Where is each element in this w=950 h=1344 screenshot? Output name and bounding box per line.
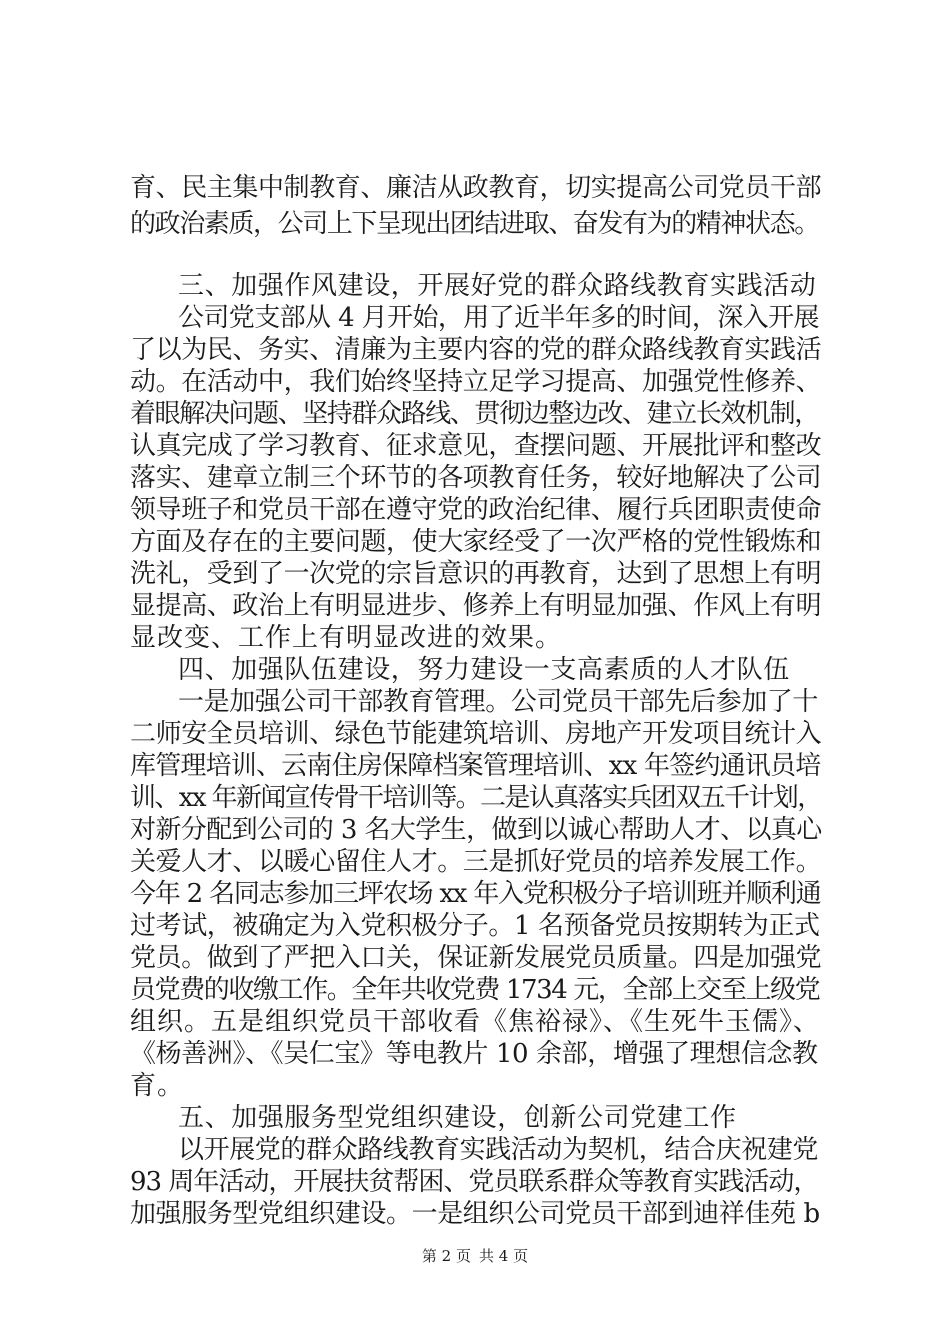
section-heading: 三、加强作风建设，开展好党的群众路线教育实践活动	[178, 271, 817, 301]
section-heading: 五、加强服务型党组织建设，创新公司党建工作	[178, 1103, 737, 1133]
text-line: 对新分配到公司的 3 名大学生，做到以诚心帮助人才、以真心	[130, 815, 822, 845]
text-line: 育。	[130, 1071, 185, 1101]
page-number: 第 2 页	[421, 1247, 471, 1265]
text-line: 《杨善洲》、《吴仁宝》等电教片 10 余部，增强了理想信念教	[130, 1039, 818, 1069]
text-line: 领导班子和党员干部在遵守党的政治纪律、履行兵团职责使命	[130, 495, 822, 525]
text-line: 洗礼，受到了一次党的宗旨意识的再教育，达到了思想上有明	[130, 559, 822, 589]
text-line: 训、xx 年新闻宣传骨干培训等。二是认真落实兵团双五千计划，	[130, 783, 822, 813]
page-footer	[0, 1246, 950, 1266]
text-line: 一是加强公司干部教育管理。公司党员干部先后参加了十	[178, 687, 819, 717]
text-line: 以开展党的群众路线教育实践活动为契机，结合庆祝建党	[178, 1135, 819, 1165]
text-line: 认真完成了学习教育、征求意见，查摆问题、开展批评和整改	[130, 431, 822, 461]
text-line: 今年 2 名同志参加三坪农场 xx 年入党积极分子培训班并顺利通	[130, 879, 821, 909]
text-line: 过考试，被确定为入党积极分子。1 名预备党员按期转为正式	[130, 911, 820, 941]
text-line: 育、民主集中制教育、廉洁从政教育，切实提高公司党员干部	[130, 173, 822, 203]
text-line: 组织。五是组织党员干部收看《焦裕禄》、《生死牛玉儒》、	[130, 1007, 821, 1037]
text-line: 员党费的收缴工作。全年共收党费 1734 元，全部上交至上级党	[130, 975, 820, 1005]
text-line: 动。在活动中，我们始终坚持立足学习提高、加强党性修养、	[130, 367, 822, 397]
text-line: 方面及存在的主要问题，使大家经受了一次严格的党性锻炼和	[130, 527, 822, 557]
text-line: 党员。做到了严把入口关，保证新发展党员质量。四是加强党	[130, 943, 822, 973]
text-line: 二师安全员培训、绿色节能建筑培训、房地产开发项目统计入	[130, 719, 822, 749]
text-line: 93 周年活动，开展扶贫帮困、党员联系群众等教育实践活动，	[130, 1167, 819, 1197]
text-line: 了以为民、务实、清廉为主要内容的党的群众路线教育实践活	[130, 335, 822, 365]
text-line: 关爱人才、以暖心留住人才。三是抓好党员的培养发展工作。	[130, 847, 822, 877]
text-line: 显提高、政治上有明显进步、修养上有明显加强、作风上有明	[130, 591, 822, 621]
text-line: 的政治素质，公司上下呈现出团结进取、奋发有为的精神状态。	[130, 209, 819, 239]
text-line: 加强服务型党组织建设。一是组织公司党员干部到迪祥佳苑 b	[130, 1199, 820, 1229]
text-line: 库管理培训、云南住房保障档案管理培训、xx 年签约通讯员培	[130, 751, 821, 781]
text-line: 落实、建章立制三个环节的各项教育任务，较好地解决了公司	[130, 463, 822, 493]
section-heading: 四、加强队伍建设，努力建设一支高素质的人才队伍	[178, 655, 790, 685]
text-line: 着眼解决问题、坚持群众路线、贯彻边整边改、建立长效机制，	[130, 399, 819, 429]
text-line: 显改变、工作上有明显改进的效果。	[130, 623, 563, 653]
text-line: 公司党支部从 4 月开始，用了近半年多的时间，深入开展	[178, 303, 819, 333]
page-total: 共 4 页	[479, 1247, 529, 1265]
